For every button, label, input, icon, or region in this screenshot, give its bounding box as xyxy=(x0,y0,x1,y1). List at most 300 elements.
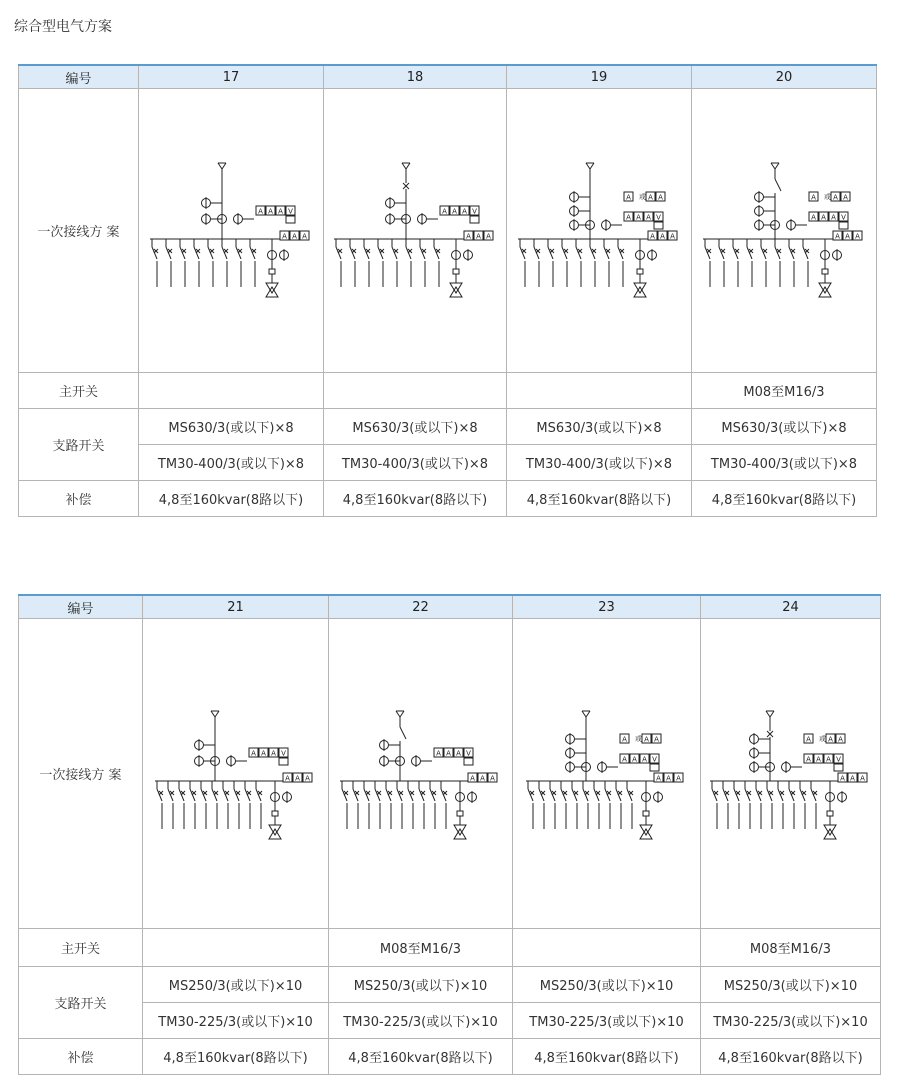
current-transformer-icon xyxy=(749,733,758,745)
svg-text:A: A xyxy=(445,749,451,757)
current-transformer-icon xyxy=(565,747,574,759)
incoming-line-icon xyxy=(402,163,410,169)
ammeter-box xyxy=(804,734,813,744)
ammeter-box xyxy=(488,773,497,783)
ammeter-box xyxy=(460,206,469,216)
capacitor-bank-icon xyxy=(640,781,652,839)
ammeter-box xyxy=(468,773,477,783)
svg-text:A: A xyxy=(653,735,659,743)
branch-feeder-icon xyxy=(375,781,381,829)
svg-text:A: A xyxy=(811,193,816,201)
current-transformer-icon xyxy=(825,791,834,803)
ammeter-box xyxy=(674,773,683,783)
svg-text:A: A xyxy=(821,213,826,221)
single-line-diagram xyxy=(142,151,320,311)
svg-text:A: A xyxy=(665,774,671,782)
svg-text:A: A xyxy=(648,193,653,201)
current-transformer-icon xyxy=(648,249,657,261)
main-switch-row xyxy=(19,373,877,409)
svg-text:A: A xyxy=(650,232,655,240)
ammeter-box xyxy=(464,231,473,241)
svg-text:A: A xyxy=(670,232,675,240)
header-row xyxy=(19,595,881,619)
current-transformer-icon xyxy=(282,791,291,803)
svg-text:A: A xyxy=(260,749,266,757)
branch-feeder-icon xyxy=(342,781,348,829)
svg-text:A: A xyxy=(442,207,447,215)
current-transformer-icon xyxy=(602,219,611,231)
branch-ms-value: MS250/3(或以下)×10 xyxy=(513,967,701,1003)
switch-box xyxy=(470,216,479,223)
branch-switch-row-2 xyxy=(19,445,877,481)
compensation-value: 4,8至160kvar(8路以下) xyxy=(143,1039,329,1075)
branch-feeder-icon xyxy=(397,781,403,829)
current-transformer-icon xyxy=(636,249,645,261)
branch-tm-value: TM30-225/3(或以下)×10 xyxy=(513,1003,701,1039)
or-label: 或 xyxy=(634,734,642,743)
svg-text:A: A xyxy=(643,735,649,743)
svg-text:A: A xyxy=(270,749,276,757)
branch-feeder-icon xyxy=(604,239,610,287)
current-transformer-icon xyxy=(418,213,427,225)
current-transformer-icon xyxy=(570,219,579,231)
compensation-row xyxy=(19,481,877,517)
ammeter-box xyxy=(620,734,629,744)
main-switch-value xyxy=(513,929,701,967)
voltmeter-box xyxy=(470,206,479,216)
svg-text:V: V xyxy=(651,755,657,763)
svg-text:V: V xyxy=(280,749,286,757)
ammeter-box xyxy=(668,231,677,241)
branch-feeder-icon xyxy=(190,781,196,829)
current-transformer-icon xyxy=(755,219,764,231)
branch-feeder-icon xyxy=(520,239,526,287)
switch-box xyxy=(654,222,663,229)
wiring-diagram xyxy=(701,619,881,929)
svg-text:A: A xyxy=(292,232,297,240)
branch-ms-value: MS630/3(或以下)×8 xyxy=(692,409,877,445)
branch-feeder-icon xyxy=(179,781,185,829)
current-transformer-icon xyxy=(194,739,203,751)
ammeter-box xyxy=(804,754,813,764)
ammeter-box xyxy=(474,231,483,241)
current-transformer-icon xyxy=(379,755,388,767)
ammeter-box xyxy=(836,734,845,744)
branch-ms-value: MS630/3(或以下)×8 xyxy=(139,409,324,445)
branch-switch-label: 支路开关 xyxy=(19,967,143,1039)
ammeter-box xyxy=(646,192,655,202)
scheme-number: 18 xyxy=(324,65,507,89)
svg-text:A: A xyxy=(282,232,287,240)
branch-feeder-icon xyxy=(548,239,554,287)
branch-tm-value: TM30-225/3(或以下)×10 xyxy=(329,1003,513,1039)
ammeter-box xyxy=(624,192,633,202)
branch-feeder-icon xyxy=(180,239,186,287)
ammeter-box xyxy=(620,754,629,764)
single-line-diagram xyxy=(695,151,873,311)
voltmeter-box xyxy=(279,748,288,758)
branch-feeder-icon xyxy=(168,781,174,829)
single-line-diagram xyxy=(326,151,504,311)
current-transformer-icon xyxy=(570,205,579,217)
compensation-value: 4,8至160kvar(8路以下) xyxy=(139,481,324,517)
branch-feeder-icon xyxy=(767,781,773,829)
svg-text:A: A xyxy=(849,774,855,782)
svg-text:A: A xyxy=(294,774,300,782)
current-transformer-icon xyxy=(837,791,846,803)
svg-text:A: A xyxy=(815,755,821,763)
branch-feeder-icon xyxy=(572,781,578,829)
current-transformer-icon xyxy=(749,761,758,773)
single-line-diagram xyxy=(510,151,688,311)
branch-feeder-icon xyxy=(378,239,384,287)
svg-text:A: A xyxy=(827,735,833,743)
current-transformer-icon xyxy=(653,791,662,803)
main-breaker-icon xyxy=(767,731,773,737)
branch-switch-row xyxy=(19,967,881,1003)
branch-feeder-icon xyxy=(627,781,633,829)
svg-text:A: A xyxy=(302,232,307,240)
main-switch-value xyxy=(139,373,324,409)
incoming-line-icon xyxy=(218,163,226,169)
branch-feeder-icon xyxy=(550,781,556,829)
compensation-row xyxy=(19,1039,881,1075)
branch-feeder-icon xyxy=(778,781,784,829)
svg-text:A: A xyxy=(837,735,843,743)
switch-box xyxy=(279,758,288,765)
branch-feeder-icon xyxy=(583,781,589,829)
svg-text:A: A xyxy=(825,755,831,763)
branch-feeder-icon xyxy=(561,781,567,829)
svg-text:A: A xyxy=(469,774,475,782)
branch-feeder-icon xyxy=(576,239,582,287)
ammeter-box xyxy=(831,192,840,202)
branch-tm-value: TM30-400/3(或以下)×8 xyxy=(692,445,877,481)
wiring-diagram xyxy=(329,619,513,929)
svg-text:A: A xyxy=(655,774,661,782)
svg-text:A: A xyxy=(835,232,840,240)
branch-feeder-icon xyxy=(562,239,568,287)
branch-feeder-icon xyxy=(434,239,440,287)
ammeter-box xyxy=(824,754,833,764)
branch-feeder-icon xyxy=(234,781,240,829)
current-transformer-icon xyxy=(641,791,650,803)
ammeter-box xyxy=(826,734,835,744)
current-transformer-icon xyxy=(467,791,476,803)
incoming-line-icon xyxy=(586,163,594,169)
branch-feeder-icon xyxy=(250,239,256,287)
main-switch-value: M08至M16/3 xyxy=(692,373,877,409)
branch-feeder-icon xyxy=(811,781,817,829)
branch-feeder-icon xyxy=(419,781,425,829)
current-transformer-icon xyxy=(781,761,790,773)
svg-text:A: A xyxy=(489,774,495,782)
branch-feeder-icon xyxy=(616,781,622,829)
ammeter-box xyxy=(853,231,862,241)
main-switch-icon xyxy=(775,179,781,191)
branch-feeder-icon xyxy=(789,781,795,829)
ammeter-box xyxy=(624,212,633,222)
voltmeter-box xyxy=(839,212,848,222)
main-switch-value xyxy=(324,373,507,409)
branch-feeder-icon xyxy=(420,239,426,287)
branch-feeder-icon xyxy=(712,781,718,829)
branch-ms-value: MS630/3(或以下)×8 xyxy=(507,409,692,445)
compensation-label: 补偿 xyxy=(19,1039,143,1075)
ammeter-box xyxy=(814,754,823,764)
branch-feeder-icon xyxy=(539,781,545,829)
ammeter-box xyxy=(269,748,278,758)
wiring-scheme-label: 一次接线方 案 xyxy=(19,89,139,373)
branch-feeder-icon xyxy=(761,239,767,287)
branch-tm-value: TM30-225/3(或以下)×10 xyxy=(701,1003,881,1039)
wiring-row xyxy=(19,619,881,929)
svg-text:A: A xyxy=(859,774,865,782)
incoming-line-icon xyxy=(211,711,219,717)
svg-text:A: A xyxy=(250,749,256,757)
current-transformer-icon xyxy=(787,219,796,231)
current-transformer-icon xyxy=(379,739,388,751)
branch-ms-value: MS250/3(或以下)×10 xyxy=(701,967,881,1003)
current-transformer-icon xyxy=(455,791,464,803)
branch-feeder-icon xyxy=(223,781,229,829)
scheme-number: 20 xyxy=(692,65,877,89)
compensation-value: 4,8至160kvar(8路以下) xyxy=(692,481,877,517)
wiring-diagram xyxy=(143,619,329,929)
svg-text:V: V xyxy=(465,749,471,757)
branch-tm-value: TM30-225/3(或以下)×10 xyxy=(143,1003,329,1039)
branch-feeder-icon xyxy=(364,781,370,829)
ammeter-box xyxy=(276,206,285,216)
scheme-number: 24 xyxy=(701,595,881,619)
branch-tm-value: TM30-400/3(或以下)×8 xyxy=(324,445,507,481)
ammeter-box xyxy=(630,754,639,764)
branch-feeder-icon xyxy=(719,239,725,287)
branch-feeder-icon xyxy=(194,239,200,287)
branch-feeder-icon xyxy=(441,781,447,829)
ammeter-box xyxy=(829,212,838,222)
main-switch-value: M08至M16/3 xyxy=(701,929,881,967)
incoming-line-icon xyxy=(582,711,590,717)
header-row xyxy=(19,65,877,89)
main-switch-value xyxy=(507,373,692,409)
svg-text:V: V xyxy=(472,207,477,215)
svg-text:A: A xyxy=(843,193,848,201)
capacitor-bank-icon xyxy=(819,239,831,297)
ammeter-box xyxy=(450,206,459,216)
scheme-number: 21 xyxy=(143,595,329,619)
current-transformer-icon xyxy=(411,755,420,767)
ammeter-box xyxy=(259,748,268,758)
current-transformer-icon xyxy=(597,761,606,773)
branch-feeder-icon xyxy=(386,781,392,829)
branch-feeder-icon xyxy=(800,781,806,829)
branch-feeder-icon xyxy=(406,239,412,287)
branch-feeder-icon xyxy=(201,781,207,829)
scheme-number: 23 xyxy=(513,595,701,619)
ammeter-box xyxy=(652,734,661,744)
wiring-diagram xyxy=(692,89,877,373)
ammeter-box xyxy=(664,773,673,783)
ammeter-box xyxy=(256,206,265,216)
svg-text:A: A xyxy=(658,193,663,201)
branch-feeder-icon xyxy=(789,239,795,287)
branch-switch-row xyxy=(19,409,877,445)
svg-text:V: V xyxy=(835,755,841,763)
svg-text:A: A xyxy=(833,193,838,201)
wiring-diagram xyxy=(324,89,507,373)
branch-feeder-icon xyxy=(208,239,214,287)
branch-feeder-icon xyxy=(590,239,596,287)
switch-box xyxy=(834,764,843,771)
main-switch-label: 主开关 xyxy=(19,929,143,967)
main-switch-icon xyxy=(400,727,406,739)
main-switch-label: 主开关 xyxy=(19,373,139,409)
or-label: 或 xyxy=(824,192,831,201)
svg-text:A: A xyxy=(304,774,310,782)
branch-feeder-icon xyxy=(756,781,762,829)
svg-text:A: A xyxy=(811,213,816,221)
ammeter-box xyxy=(648,231,657,241)
svg-text:A: A xyxy=(646,213,651,221)
compensation-value: 4,8至160kvar(8路以下) xyxy=(329,1039,513,1075)
svg-text:A: A xyxy=(621,755,627,763)
current-transformer-icon xyxy=(755,205,764,217)
ammeter-box xyxy=(293,773,302,783)
branch-feeder-icon xyxy=(222,239,228,287)
svg-text:A: A xyxy=(258,207,263,215)
main-switch-value: M08至M16/3 xyxy=(329,929,513,967)
svg-text:A: A xyxy=(641,755,647,763)
incoming-line-icon xyxy=(766,711,774,717)
scheme-number: 17 xyxy=(139,65,324,89)
svg-text:V: V xyxy=(288,207,293,215)
compensation-value: 4,8至160kvar(8路以下) xyxy=(701,1039,881,1075)
svg-text:A: A xyxy=(284,774,290,782)
compensation-value: 4,8至160kvar(8路以下) xyxy=(324,481,507,517)
wiring-diagram xyxy=(507,89,692,373)
current-transformer-icon xyxy=(565,761,574,773)
svg-text:A: A xyxy=(636,213,641,221)
wiring-diagram xyxy=(139,89,324,373)
compensation-value: 4,8至160kvar(8路以下) xyxy=(507,481,692,517)
branch-feeder-icon xyxy=(733,239,739,287)
ammeter-box xyxy=(642,734,651,744)
voltmeter-box xyxy=(834,754,843,764)
ammeter-box xyxy=(858,773,867,783)
branch-feeder-icon xyxy=(534,239,540,287)
switch-box xyxy=(464,758,473,765)
svg-text:A: A xyxy=(486,232,491,240)
ammeter-box xyxy=(640,754,649,764)
capacitor-bank-icon xyxy=(824,781,836,839)
svg-text:A: A xyxy=(278,207,283,215)
branch-feeder-icon xyxy=(353,781,359,829)
main-breaker-icon xyxy=(403,183,409,189)
branch-feeder-icon xyxy=(392,239,398,287)
main-switch-row xyxy=(19,929,881,967)
branch-feeder-icon xyxy=(705,239,711,287)
branch-tm-value: TM30-400/3(或以下)×8 xyxy=(507,445,692,481)
branch-switch-row-2 xyxy=(19,1003,881,1039)
branch-tm-value: TM30-400/3(或以下)×8 xyxy=(139,445,324,481)
branch-feeder-icon xyxy=(605,781,611,829)
compensation-label: 补偿 xyxy=(19,481,139,517)
single-line-diagram xyxy=(518,699,696,849)
switch-box xyxy=(650,764,659,771)
branch-feeder-icon xyxy=(212,781,218,829)
ammeter-box xyxy=(249,748,258,758)
current-transformer-icon xyxy=(226,755,235,767)
svg-text:A: A xyxy=(455,749,461,757)
current-transformer-icon xyxy=(755,191,764,203)
voltmeter-box xyxy=(286,206,295,216)
incoming-line-icon xyxy=(396,711,404,717)
wiring-scheme-label: 一次接线方 案 xyxy=(19,619,143,929)
svg-text:A: A xyxy=(626,193,631,201)
scheme-table-2 xyxy=(18,594,881,1075)
ammeter-box xyxy=(634,212,643,222)
svg-text:V: V xyxy=(656,213,661,221)
current-transformer-icon xyxy=(565,733,574,745)
ammeter-box xyxy=(303,773,312,783)
ammeter-box xyxy=(848,773,857,783)
svg-text:A: A xyxy=(466,232,471,240)
ammeter-box xyxy=(644,212,653,222)
current-transformer-icon xyxy=(452,249,461,261)
compensation-value: 4,8至160kvar(8路以下) xyxy=(513,1039,701,1075)
branch-feeder-icon xyxy=(745,781,751,829)
branch-ms-value: MS250/3(或以下)×10 xyxy=(329,967,513,1003)
branch-feeder-icon xyxy=(618,239,624,287)
svg-text:A: A xyxy=(479,774,485,782)
scheme-table-1 xyxy=(18,64,877,517)
ammeter-box xyxy=(819,212,828,222)
ammeter-box xyxy=(809,192,818,202)
current-transformer-icon xyxy=(234,213,243,225)
ammeter-box xyxy=(658,231,667,241)
wiring-row xyxy=(19,89,877,373)
ammeter-box xyxy=(290,231,299,241)
ammeter-box xyxy=(843,231,852,241)
branch-feeder-icon xyxy=(594,781,600,829)
current-transformer-icon xyxy=(386,197,395,209)
ammeter-box xyxy=(478,773,487,783)
current-transformer-icon xyxy=(386,213,395,225)
svg-text:A: A xyxy=(476,232,481,240)
ammeter-box xyxy=(444,748,453,758)
ammeter-box xyxy=(454,748,463,758)
svg-text:A: A xyxy=(839,774,845,782)
svg-text:A: A xyxy=(805,755,811,763)
ammeter-box xyxy=(440,206,449,216)
branch-feeder-icon xyxy=(803,239,809,287)
svg-text:A: A xyxy=(462,207,467,215)
branch-feeder-icon xyxy=(775,239,781,287)
current-transformer-icon xyxy=(749,747,758,759)
ammeter-box xyxy=(841,192,850,202)
branch-feeder-icon xyxy=(723,781,729,829)
capacitor-bank-icon xyxy=(450,239,462,297)
branch-feeder-icon xyxy=(734,781,740,829)
svg-text:A: A xyxy=(621,735,627,743)
svg-text:A: A xyxy=(268,207,273,215)
branch-feeder-icon xyxy=(408,781,414,829)
branch-switch-label: 支路开关 xyxy=(19,409,139,481)
ammeter-box xyxy=(300,231,309,241)
voltmeter-box xyxy=(650,754,659,764)
or-label: 或 xyxy=(639,192,646,201)
